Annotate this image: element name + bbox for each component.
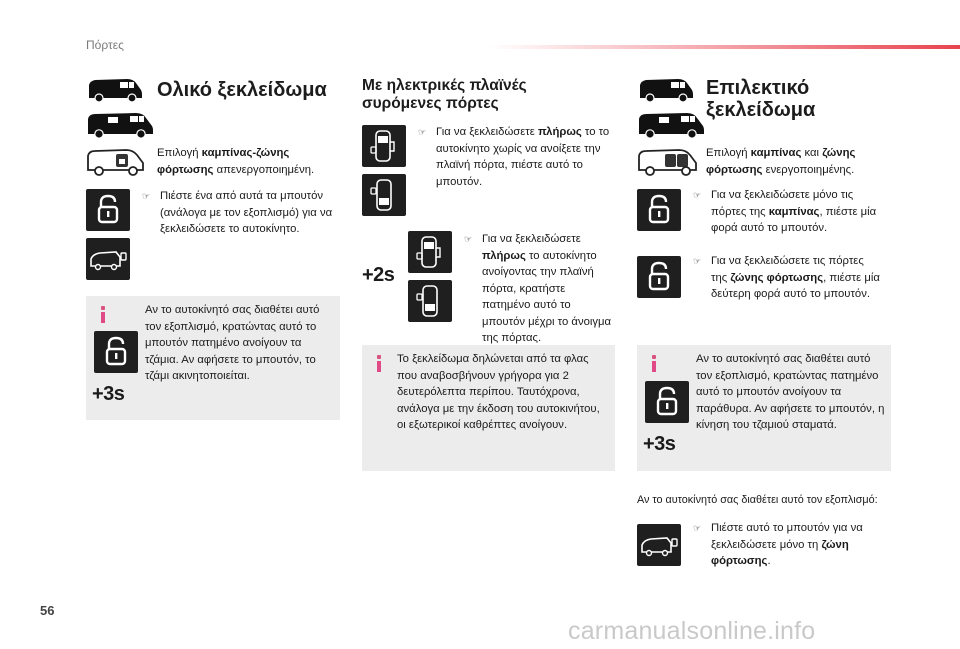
info-icon	[372, 355, 386, 372]
hold-timer-label: +2s	[362, 264, 395, 286]
pointing-hand-icon: ☞	[464, 234, 473, 244]
info-icon	[96, 306, 110, 323]
col2-title-line1: Με ηλεκτρικές πλαϊνές	[362, 77, 527, 94]
rear-unlock-button-tile	[86, 238, 130, 280]
unlock-button-tile	[637, 256, 681, 298]
col3-selection-note: Επιλογή καμπίνας και ζώνης φόρτωσης ενεργοποιημένης.	[706, 147, 856, 176]
van-side-icon	[637, 76, 695, 104]
unlock-padlock-icon	[645, 381, 689, 423]
section-label: Πόρτες	[86, 38, 124, 52]
door-button-tile	[362, 174, 406, 216]
van-cabin-cargo-lock-icon	[637, 146, 699, 178]
unlock-padlock-icon	[637, 189, 681, 231]
col1-info-text: Αν το αυτοκίνητό σας διαθέτει αυτό τον εξοπλισμό, κρατώντας αυτό το μπουτόν πατημένο ανοίγουν τα τζάμια. Αν αφήσετε το μπουτόν, το τζάμι ακινητοποιείται.	[145, 304, 320, 382]
col2-info-text: Το ξεκλείδωμα δηλώνεται από τα φλας που αναβοσβήνουν γρήγορα για 2 δευτερόλεπτα περίπου. Ταυτόχρονα, ανάλογα με την έκδοση του αυτοκινήτου, οι εξωτερικοί καθρέπτες ανοίγουν.	[397, 353, 600, 431]
pointing-hand-icon: ☞	[142, 191, 151, 201]
unlock-padlock-icon	[94, 331, 138, 373]
col3-equipment-note: Αν το αυτοκίνητό σας διαθέτει αυτό τον εξοπλισμό:	[637, 494, 878, 506]
info-icon	[647, 355, 661, 372]
van-rear-unlock-icon	[637, 524, 681, 566]
unlock-padlock-icon	[86, 189, 130, 231]
watermark: carmanualsonline.info	[568, 617, 816, 645]
rear-unlock-button-tile	[637, 524, 681, 566]
van-long-icon	[86, 110, 154, 140]
door-button-tile	[408, 231, 452, 273]
col1-title: Ολικό ξεκλείδωμα	[157, 79, 327, 101]
door-button-tile	[408, 280, 452, 322]
pointing-hand-icon: ☞	[693, 256, 702, 266]
col3-title-line1: Επιλεκτικό	[706, 77, 810, 99]
col2-bullet-item-2: ☞ Για να ξεκλειδώσετε πλήρως το αυτοκίνητο ανοίγοντας την πλαϊνή πόρτα, κρατήστε πατημένο αυτό το μπουτόν μέχρι το άνοιγμα της πόρτας.	[464, 231, 614, 347]
col2-title-line2: συρόμενες πόρτες	[362, 95, 499, 112]
col2-bullet-item-1: ☞ Για να ξεκλειδώσετε πλήρως το το αυτοκίνητο χωρίς να ανοίξετε την πλαϊνή πόρτα, πιέστε αυτό το μπουτόν.	[418, 124, 614, 190]
col3-title-line2: ξεκλείδωμα	[706, 99, 816, 121]
hold-timer-label: +3s	[92, 383, 125, 405]
unlock-button-tile	[86, 189, 130, 231]
window-unlock-button-tile	[94, 331, 138, 373]
pointing-hand-icon: ☞	[693, 523, 702, 533]
door-unlock-icon	[362, 174, 406, 216]
col3-bullet-item-2: ☞ Για να ξεκλειδώσετε τις πόρτες της ζώνης φόρτωσης, πιέστε μία δεύτερη φορά αυτό το μπουτόν.	[693, 253, 883, 303]
col1-bullet-item: ☞ Πιέστε ένα από αυτά τα μπουτόν (ανάλογα με τον εξοπλισμό) για να ξεκλειδώσετε το αυτοκίνητο.	[142, 188, 342, 238]
van-long-icon	[637, 110, 705, 140]
van-side-icon	[86, 76, 144, 104]
col3-bullet-item-1: ☞ Για να ξεκλειδώσετε μόνο τις πόρτες της καμπίνας, πιέστε μία φορά αυτό το μπουτόν.	[693, 187, 891, 237]
unlock-button-tile	[637, 189, 681, 231]
van-cargo-lock-icon	[86, 146, 146, 178]
door-button-tile	[362, 125, 406, 167]
page-number: 56	[40, 603, 55, 618]
col3-bullet-item-3: ☞ Πιέστε αυτό το μπουτόν για να ξεκλειδώσετε μόνο τη ζώνη φόρτωσης.	[693, 520, 883, 570]
van-rear-unlock-icon	[86, 238, 130, 280]
col3-info-text: Αν το αυτοκίνητό σας διαθέτει αυτό τον εξοπλισμό, κρατώντας πατημένο αυτό το μπουτόν ανοίγουν τα παράθυρα. Αν αφήσετε το μπουτόν, η κίνηση του τζαμιού σταματά.	[696, 353, 885, 431]
door-unlock-icon	[408, 231, 452, 273]
hold-timer-label: +3s	[643, 433, 676, 455]
header-accent-bar	[490, 45, 960, 49]
pointing-hand-icon: ☞	[693, 190, 702, 200]
col1-selection-note: Επιλογή καμπίνας-ζώνης φόρτωσης απενεργοποιημένη.	[157, 147, 315, 176]
window-unlock-button-tile	[645, 381, 689, 423]
door-unlock-icon	[408, 280, 452, 322]
pointing-hand-icon: ☞	[418, 127, 427, 137]
door-unlock-icon	[362, 125, 406, 167]
unlock-padlock-icon	[637, 256, 681, 298]
